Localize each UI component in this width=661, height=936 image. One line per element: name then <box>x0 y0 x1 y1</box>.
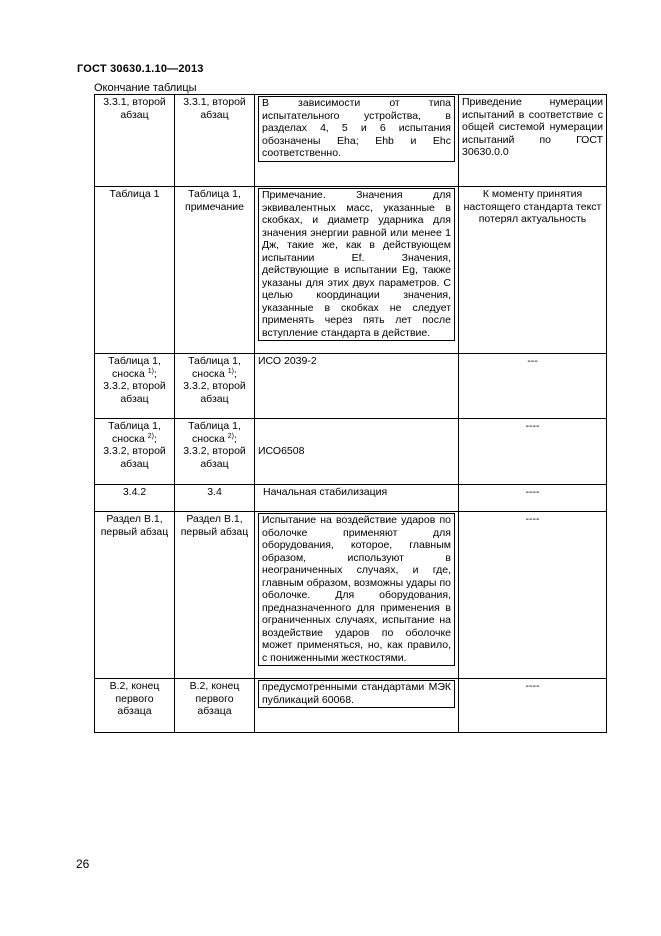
page-number: 26 <box>76 857 90 871</box>
cell-clause-original: Таблица 1 <box>95 187 175 354</box>
table-row <box>95 512 607 679</box>
cell-reason: ---- <box>459 485 607 512</box>
table-row <box>95 679 607 733</box>
cell-change-text-box: Испытание на воздействие ударов по оболочке применяют для оборудования, которое, главным образом, используют в неограниченных случаях, и где, главным образом, возможны удары по оболочке. Для оборудования, предназначенного для применения в ограниченных случаях, испытание на воздействие ударов по оболочке может применяться, но, как правило, с пониженными жесткостями. <box>258 513 455 666</box>
cell-reason: ---- <box>459 419 607 485</box>
cell-reason: --- <box>459 354 607 419</box>
table-row <box>95 95 607 187</box>
document-header: ГОСТ 30630.1.10—2013 <box>77 63 204 75</box>
cell-clause-standard: Раздел В.1, первый абзац <box>175 512 255 679</box>
cell-clause-standard: 3.4 <box>175 485 255 512</box>
cell-clause-original: Таблица 1, сноска $^{1)}$; 3.3.2, второй абзац <box>95 354 175 419</box>
cell-change-text: ИСО 2039-2 <box>255 354 459 419</box>
table-row <box>95 419 607 485</box>
cell-clause-original: 3.4.2 <box>95 485 175 512</box>
cell-reason: ---- <box>459 679 607 733</box>
cell-change-text-box: В зависимости от типа испытательного устройства, в разделах 4, 5 и 6 испытания обозначены Eha; Ehb и Ehc соответственно. <box>258 96 455 162</box>
cell-clause-standard: Таблица 1, примечание <box>175 187 255 354</box>
cell-clause-standard: Таблица 1, сноска $^{2)}$; 3.3.2, второй абзац <box>175 419 255 485</box>
cell-clause-standard: В.2, конец первого абзаца <box>175 679 255 733</box>
cell-reason: ---- <box>459 512 607 679</box>
cell-clause-original: 3.3.1, второй абзац <box>95 95 175 187</box>
cell-change-text <box>255 679 459 733</box>
table-caption: Окончание таблицы <box>94 82 197 94</box>
cell-clause-standard: 3.3.1, второй абзац <box>175 95 255 187</box>
cell-change-text <box>255 95 459 187</box>
cell-reason: К моменту принятия настоящего стандарта текст потерял актуальность <box>459 187 607 354</box>
cell-reason: Приведение нумерации испытаний в соответствие с общей системой нумерации испытаний по ГОСТ 30630.0.0 <box>459 95 607 187</box>
table-row <box>95 187 607 354</box>
cell-change-text-box: Примечание. Значения для эквивалентных масс, указанные в скобках, и диаметр ударника для значения энергии равной или менее 1 Дж, такие же, как в действующем испытании Ef. Значения, действующие в испытании Eg, также указаны для этих двух параметров. С целью координации значения, указанные в скобках не следует применять через пять лет после вступление стандарта в действие. <box>258 188 455 341</box>
cell-change-text <box>255 187 459 354</box>
cell-clause-standard: Таблица 1, сноска $^{1)}$; 3.3.2, второй абзац <box>175 354 255 419</box>
table-row <box>95 354 607 419</box>
cell-change-text: Начальная стабилизация <box>255 485 459 512</box>
cell-change-text: ИСО6508 <box>255 419 459 485</box>
table-row <box>95 485 607 512</box>
cell-clause-original: Таблица 1, сноска $^{2)}$; 3.3.2, второй абзац <box>95 419 175 485</box>
cell-clause-original: В.2, конец первого абзаца <box>95 679 175 733</box>
comparison-table <box>94 94 607 733</box>
cell-change-text-box: предусмотренными стандартами МЭК публикаций 60068. <box>258 680 455 708</box>
cell-clause-original: Раздел В.1, первый абзац <box>95 512 175 679</box>
cell-change-text <box>255 512 459 679</box>
